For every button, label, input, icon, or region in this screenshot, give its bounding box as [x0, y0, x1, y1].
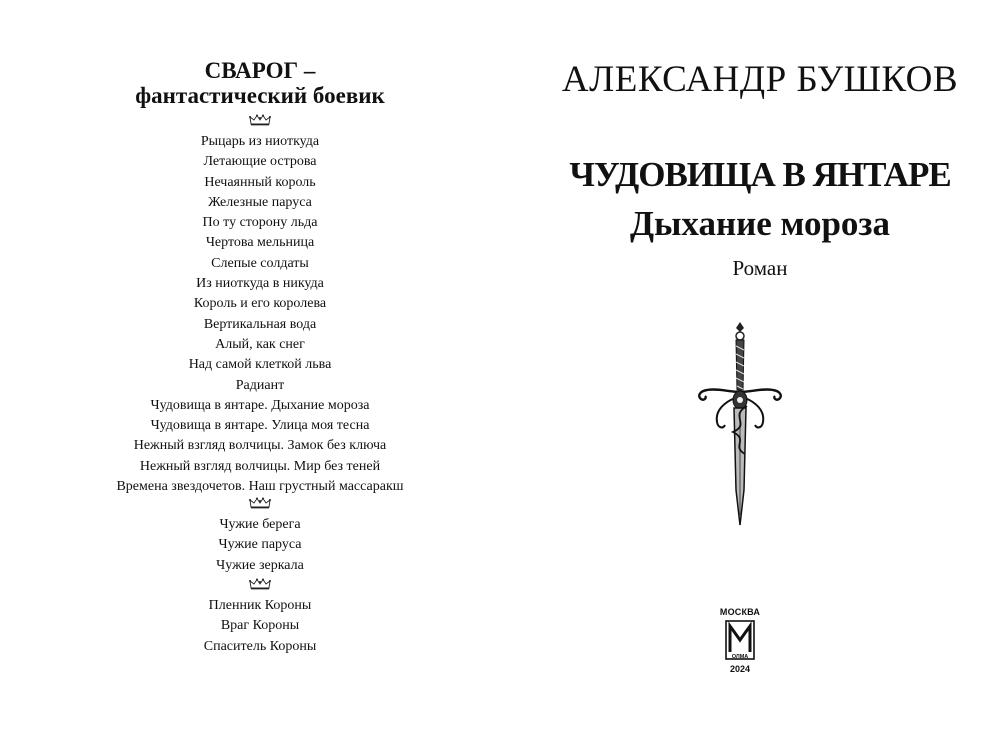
book-list-item: Чертова мельница [205, 235, 315, 251]
book-title-line2: Дыхание мороза [630, 204, 890, 243]
book-title-line1: ЧУДОВИЩА В ЯНТАРЕ [569, 155, 951, 194]
book-list-item: Времена звездочетов. Наш грустный массаракш [116, 479, 404, 495]
book-list-item: Чудовища в янтаре. Дыхание мороза [150, 397, 370, 413]
book-list-item: Летающие острова [203, 154, 317, 170]
book-list-item: Нежный взгляд волчицы. Замок без ключа [133, 438, 387, 454]
book-list-item: Радиант [235, 377, 285, 393]
book-list-item: Вертикальная вода [203, 316, 317, 332]
crown-icon [249, 497, 271, 509]
book-list-group-2 [0, 515, 520, 576]
dagger-icon [695, 320, 785, 535]
crown-icon [249, 114, 271, 126]
book-list-item: Над самой клеткой льва [188, 357, 332, 373]
book-list-item: Нечаянный король [204, 174, 316, 190]
publisher-city: МОСКВА [719, 607, 761, 617]
book-list-item: Алый, как снег [215, 336, 305, 352]
book-list-item: Чужие берега [219, 517, 301, 532]
book-list-item: Нежный взгляд волчицы. Мир без теней [139, 458, 381, 474]
publisher-block [715, 606, 765, 675]
book-list-item: Чудовища в янтаре. Улица моя тесна [150, 418, 370, 434]
book-list-group-1 [0, 132, 520, 497]
genre-label: Роман [732, 256, 788, 280]
series-heading [0, 58, 520, 108]
crown-icon [249, 578, 271, 590]
book-list-item: Слепые солдаты [211, 255, 309, 271]
publisher-logo-text: ОЛМА [731, 654, 749, 660]
publisher-year: 2024 [729, 664, 751, 674]
series-heading-line2: фантастический боевик [135, 83, 385, 108]
book-list-item: Чужие паруса [218, 537, 302, 553]
series-heading-line1: СВАРОГ – [204, 58, 316, 83]
book-list-item: Чужие зеркала [216, 557, 304, 573]
book-list-group-3 [0, 596, 520, 657]
book-list-item: Из ниоткуда в никуда [196, 276, 324, 292]
book-list-item: Враг Короны [220, 618, 300, 634]
book-list-item: Рыцарь из ниоткуда [200, 134, 320, 149]
book-list-item: Железные паруса [208, 194, 312, 210]
book-list-item: Спаситель Короны [203, 638, 317, 654]
right-page [520, 0, 1000, 750]
author-name: АЛЕКСАНДР БУШКОВ [561, 59, 959, 100]
book-list-item: Пленник Короны [208, 598, 312, 613]
book-list-item: По ту сторону льда [202, 215, 318, 231]
book-title [520, 150, 1000, 248]
publisher-logo [725, 620, 755, 660]
book-list-item: Король и его королева [193, 296, 327, 312]
